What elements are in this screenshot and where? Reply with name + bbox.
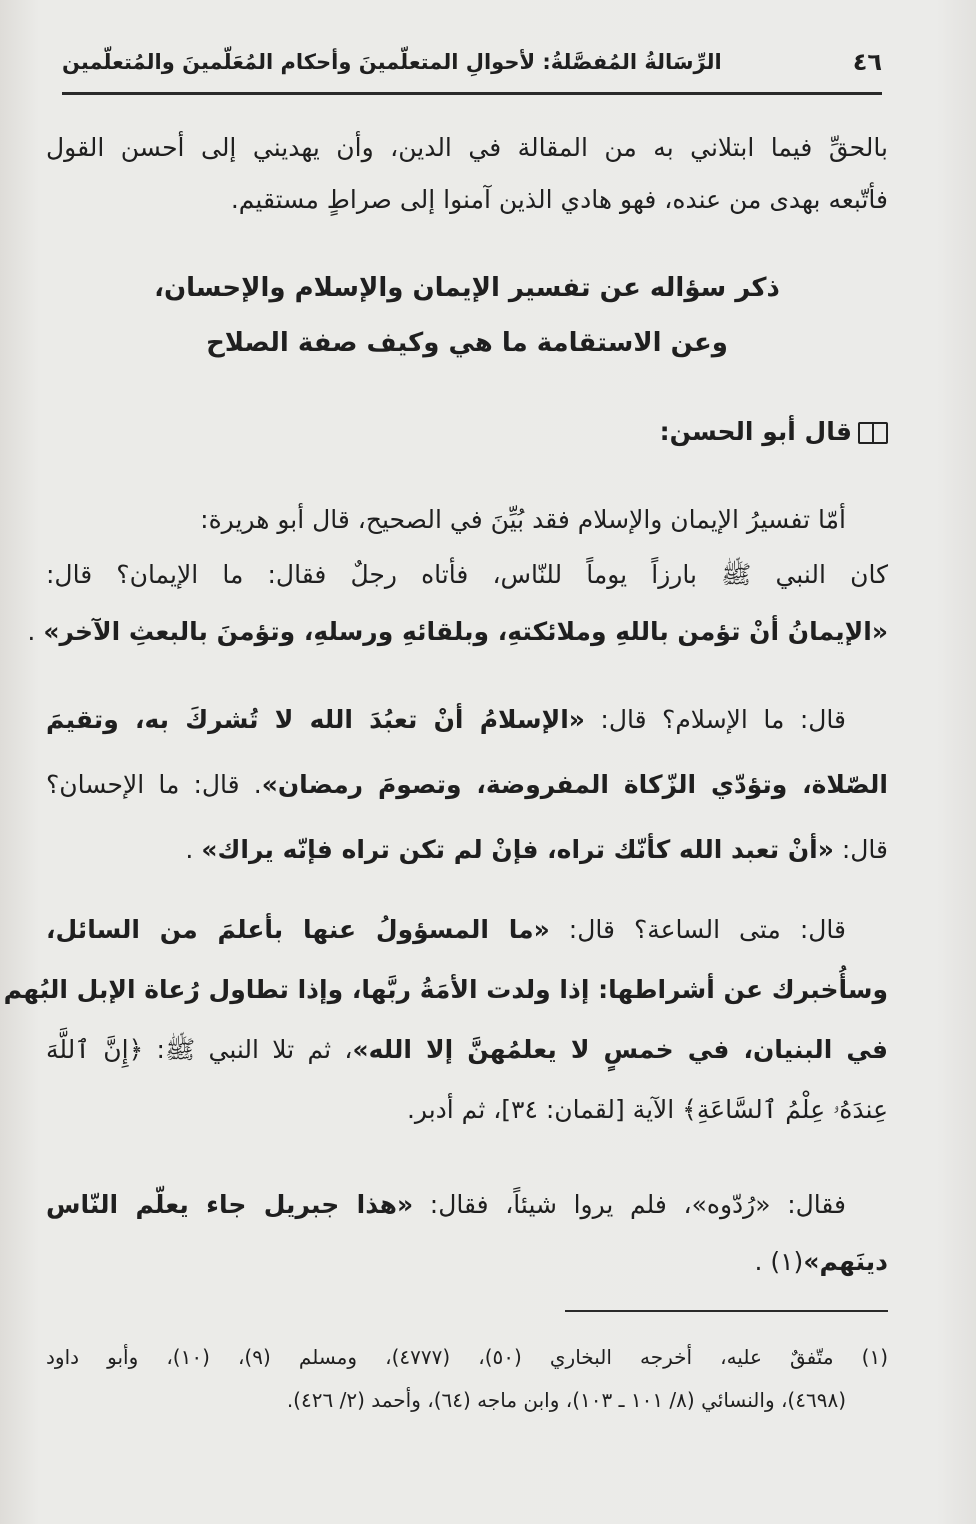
- text-segment: ذكر سؤاله عن تفسير الإيمان والإسلام والإحسان،: [154, 273, 780, 303]
- text-line: [46, 180, 888, 220]
- text-segment: قال:: [833, 835, 888, 864]
- text-line: [46, 500, 846, 540]
- text-segment: كان النبي ﷺ بارزاً يوماً للنّاس، فأتاه رجلٌ فقال: ما الإيمان؟ قال:: [46, 560, 888, 589]
- text-line: [3, 970, 888, 1010]
- text-segment: (١) متّفقٌ عليه، أخرجه البخاري (٥٠)، (٤٧٧٧)، ومسلم (٩)، (١٠)، وأبو داود: [46, 1345, 888, 1369]
- text-line: [46, 1090, 888, 1130]
- text-segment: بالحقِّ فيما ابتلاني به من المقالة في الدين، وأن يهديني إلى أحسن القول: [46, 133, 888, 162]
- text-segment: (١) .: [754, 1247, 804, 1276]
- bold-text-segment: دينَهم»: [803, 1247, 888, 1276]
- text-segment: أمّا تفسيرُ الإيمان والإسلام فقد بُيِّنَ في الصحيح، قال أبو هريرة:: [200, 505, 846, 534]
- bold-text-segment: «ما المسؤولُ عنها بأعلمَ من السائل،: [46, 915, 550, 944]
- text-line: [27, 612, 888, 652]
- text-segment: .: [27, 617, 44, 646]
- text-segment: فقال: «رُدّوه»، فلم يروا شيئاً، فقال:: [413, 1190, 846, 1219]
- bold-text-segment: «أنْ تعبد الله كأنّك تراه، فإنْ لم تكن تراه فإنّه يراك»: [201, 835, 834, 864]
- bold-text-segment: «الإيمانُ أنْ تؤمن باللهِ وملائكتهِ، وبلقائهِ ورسلهِ، وتؤمنَ بالبعثِ الآخر»: [43, 617, 888, 646]
- text-line: [46, 412, 888, 452]
- bold-text-segment: وسأُخبرك عن أشراطها: إذا ولدت الأمَةُ ربَّها، وإذا تطاول رُعاة الإبل البُهم: [3, 975, 888, 1004]
- running-title: الرِّسَالةُ المُفصَّلةُ: لأحوالِ المتعلّمينَ وأحكام المُعَلّمينَ والمُتعلّمين: [62, 50, 722, 74]
- text-segment: (٤٦٩٨)، والنسائي (٨/ ١٠١ ـ ١٠٣)، وابن ماجه (٦٤)، وأحمد (٢/ ٤٢٦).: [286, 1388, 846, 1412]
- text-line: [46, 1185, 846, 1225]
- text-line: [46, 765, 888, 805]
- text-segment: . قال: ما الإحسان؟: [46, 770, 262, 799]
- text-line: [46, 700, 846, 740]
- text-line: [46, 1030, 888, 1070]
- bold-text-segment: «الإسلامُ أنْ تعبُدَ الله لا تُشركَ به، وتقيمَ: [46, 705, 585, 734]
- page-header: [62, 44, 882, 80]
- text-segment: فأتّبعه بهدى من عنده، فهو هادي الذين آمنوا إلى صراطٍ مستقيم.: [230, 185, 888, 214]
- footnote-line: [46, 1340, 888, 1374]
- text-line: [46, 1242, 888, 1282]
- bold-text-segment: «هذا جبريل جاء يعلّم النّاس: [46, 1190, 414, 1219]
- text-segment: عِندَهُۥ عِلْمُ ٱلسَّاعَةِ﴾ الآية [لقمان: ٣٤]، ثم أدبر.: [406, 1095, 888, 1124]
- text-segment: ، ثم تلا النبي ﷺ: ﴿إِنَّ ٱللَّهَ: [46, 1035, 353, 1064]
- text-segment: وعن الاستقامة ما هي وكيف صفة الصلاح: [206, 328, 728, 358]
- text-segment: .: [185, 835, 202, 864]
- text-line: [46, 268, 888, 308]
- text-segment: قال: ما الإسلام؟ قال:: [584, 705, 846, 734]
- text-line: [46, 830, 888, 870]
- bold-text-segment: قال أبو الحسن:: [659, 417, 852, 446]
- page-number: ٤٦: [852, 48, 882, 76]
- bold-text-segment: في البنيان، في خمسٍ لا يعلمُهنَّ إلا الله»: [352, 1035, 889, 1064]
- header-rule: [62, 92, 882, 95]
- text-line: [46, 555, 888, 595]
- footnote-line: [46, 1383, 846, 1417]
- text-line: [46, 128, 888, 168]
- footnote-rule: [565, 1310, 888, 1312]
- text-line: [46, 323, 888, 363]
- bold-text-segment: الصّلاة، وتؤدّي الزّكاة المفروضة، وتصومَ رمضان»: [261, 770, 889, 799]
- book-icon: [858, 422, 888, 444]
- text-segment: قال: متى الساعة؟ قال:: [549, 915, 846, 944]
- text-line: [46, 910, 846, 950]
